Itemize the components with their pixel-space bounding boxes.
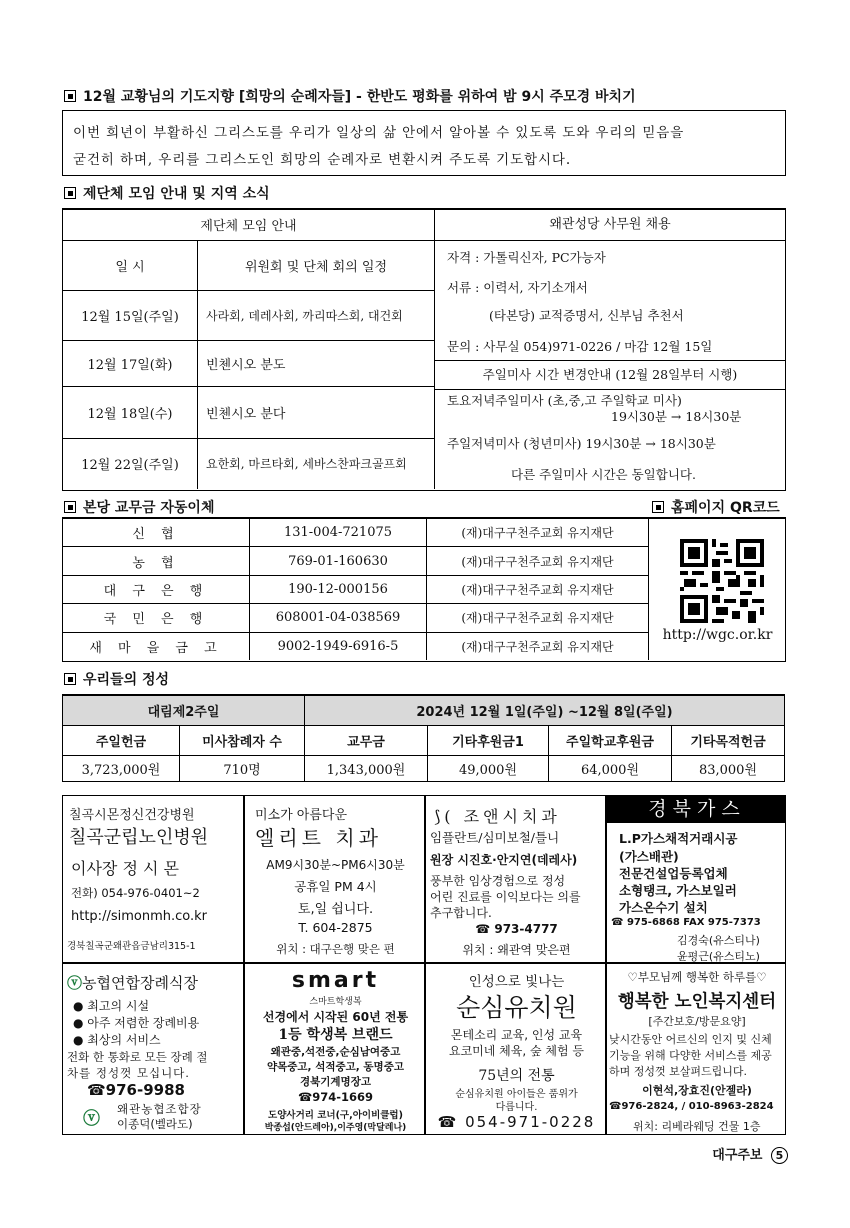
ad-text: 소형탱크, 가스보일러: [619, 883, 737, 898]
footer-text: 대구주보: [712, 1148, 763, 1163]
offering-value: 64,000원: [549, 755, 672, 781]
account-holder: (재)대구구천주교회 유지재단: [427, 575, 649, 603]
table-row: [63, 519, 649, 547]
prayer-line-2: 굳건히 하며, 우리를 그리스도인 희망의 순례자로 변환시켜 주도록 기도합시다.: [73, 152, 572, 168]
col-meeting-header: 위원회 및 단체 회의 일정: [198, 240, 435, 290]
account-holder: (재)대구구천주교회 유지재단: [427, 604, 649, 632]
prayer-line-1: 이번 희년이 부활하신 그리스도를 우리가 일상의 삶 안에서 알아볼 수 있도록 도와 우리의 믿음을: [73, 125, 685, 141]
square-bullet-icon: [64, 673, 76, 685]
transfer-table: [63, 519, 649, 660]
ad-text: 낮시간동안 어르신의 인지 및 신체: [609, 1033, 772, 1046]
bank-name: 대 구 은 행: [63, 575, 250, 603]
ad-text: ● 최상의 서비스: [73, 1033, 161, 1047]
ad-title: 행복한 노인복지센터: [617, 992, 777, 1012]
ad-happy-senior-center: [606, 963, 786, 1135]
bank-name: 농 협: [63, 547, 250, 575]
ad-text: 선경에서 시작된 60년 전통: [262, 1010, 409, 1024]
ad-text: 칠곡시몬정신건강병원: [69, 808, 195, 823]
offering-header: 교무금: [305, 725, 428, 755]
ad-text: 1등 학생복 브랜드: [278, 1027, 393, 1043]
job-line: (타본당) 교적증명서, 신부님 추천서: [489, 308, 684, 323]
ad-address: 위치 : 왜관역 맞은편: [462, 943, 571, 957]
meeting-groups: 요한회, 마르타회, 세바스찬파크골프회: [198, 438, 435, 489]
ad-joan-dental: [425, 795, 606, 963]
job-line: 자격 : 가톨릭신자, PC가능자: [447, 250, 606, 265]
prayer-box: [62, 110, 786, 176]
offering-header: 주일헌금: [63, 725, 180, 755]
mass-header: 주일미사 시간 변경안내 (12월 28일부터 시행): [435, 360, 785, 390]
ad-phone: ☎ 975-6868 FAX 975-7373: [611, 917, 761, 928]
mass-line: 다른 주일미사 시간은 동일합니다.: [511, 467, 696, 482]
offering-value: 49,000원: [428, 755, 549, 781]
ad-phone: ☎976-2824, / 010-8963-2824: [609, 1101, 774, 1112]
prayer-section-title: 12월 교황님의 기도지향 [희망의 순례자들] - 한반도 평화를 위하여 밤 9시 주모경 바치기: [64, 86, 636, 106]
offering-value: 83,000원: [672, 755, 785, 781]
table-row: [63, 632, 649, 660]
ad-phone: ☎ 973-4777: [475, 922, 558, 936]
ad-title: 엘리트 치과: [255, 826, 382, 850]
job-line: 서류 : 이력서, 자기소개서: [447, 280, 588, 295]
ad-text: ● 최고의 시설: [73, 999, 150, 1013]
ad-text: 원장 시진호·안지연(데레사): [430, 853, 578, 867]
ad-text: 몬테소리 교육, 인성 교육: [450, 1028, 583, 1042]
ad-text: L.P가스채적거래시공: [619, 831, 738, 846]
ad-text: 토,일 쉽니다.: [297, 902, 374, 917]
offering-period: 2024년 12월 1일(주일) ~12월 8일(주일): [305, 695, 785, 725]
table-row: [63, 290, 435, 340]
meeting-date: 12월 17일(화): [63, 340, 198, 386]
account-number: 190-12-000156: [250, 575, 427, 603]
ad-contact: 김경숙(유스티나): [677, 934, 760, 947]
ad-text: [주간보호/방문요양]: [648, 1015, 746, 1028]
ad-text: ● 아주 저렴한 장례비용: [73, 1016, 200, 1030]
square-bullet-icon: [64, 501, 76, 513]
meeting-table-header: 제단체 모임 안내: [63, 210, 435, 240]
offering-week: 대림제2주일: [63, 695, 305, 725]
meeting-groups: 사라회, 데레사회, 까리따스회, 대건회: [198, 290, 435, 340]
meeting-date: 12월 18일(수): [63, 386, 198, 438]
table-row: [63, 575, 649, 603]
ad-text: 가스온수기 설치: [619, 900, 708, 915]
nonghyup-logo-icon: ⓥ: [67, 974, 83, 992]
col-date-header: 일 시: [63, 240, 198, 290]
ad-phone: ☎ 054-971-0228: [437, 1113, 596, 1131]
meeting-table: [63, 210, 435, 489]
ad-text: 왜관중,석전중,순심남여중고: [270, 1046, 401, 1058]
account-holder: (재)대구구천주교회 유지재단: [427, 547, 649, 575]
ad-text: 어린 진료를 이익보다는 의를: [430, 890, 581, 904]
ad-text: 공휴일 PM 4시: [294, 879, 377, 894]
table-row: [63, 755, 785, 781]
ad-url[interactable]: http://simonmh.co.kr: [71, 909, 207, 924]
ad-text: 차를 정성껏 모십니다.: [67, 1066, 190, 1080]
ad-address: 위치: 리베라웨딩 건물 1층: [633, 1120, 761, 1133]
ad-address: 도양사거리 코너(구,아이비클럽): [268, 1110, 403, 1121]
qr-section-title: 홈페이지 QR코드: [652, 497, 780, 517]
ad-text: AM9시30분~PM6시30분: [266, 858, 405, 872]
offering-value: 1,343,000원: [305, 755, 428, 781]
meeting-groups: 빈첸시오 분다: [198, 386, 435, 438]
ad-text: 약목중고, 석적중고, 동명중고: [266, 1061, 404, 1073]
bank-name: 신 협: [63, 519, 250, 547]
meeting-groups: 빈첸시오 분도: [198, 340, 435, 386]
groups-section-title: 제단체 모임 안내 및 지역 소식: [64, 183, 270, 203]
account-number: 769-01-160630: [250, 547, 427, 575]
qr-code-icon[interactable]: [680, 539, 764, 623]
ad-nonghyup-funeral: [62, 963, 244, 1135]
ad-text: 전문건설업등록업체: [619, 866, 728, 881]
ad-logo: smart: [291, 968, 380, 993]
ad-text: 미소가 아름다운: [255, 808, 348, 823]
ad-simon-hospital: [62, 795, 244, 963]
mass-line: 주일저녁미사 (청년미사) 19시30분 → 18시30분: [447, 436, 716, 451]
account-number: 9002-1949-6916-5: [250, 632, 427, 660]
job-line: 문의 : 사무실 054)971-0226 / 마감 12월 15일: [447, 339, 713, 354]
offering-table: [62, 694, 785, 782]
ad-text: 풍부한 임상경험으로 정성: [430, 874, 566, 888]
ad-contact: 이종덕(벨라도): [117, 1117, 193, 1131]
table-row: [63, 438, 435, 489]
table-row: [63, 340, 435, 386]
offering-header: 미사참례자 수: [180, 725, 305, 755]
mass-line: 19시30분 → 18시30분: [611, 409, 742, 424]
ad-text: 이사장 정 시 몬: [71, 859, 179, 878]
offering-header: 기타후원금1: [428, 725, 549, 755]
offering-value: 710명: [180, 755, 305, 781]
ad-title: 경북가스: [607, 796, 786, 823]
ad-title: 농협연합장례식장: [82, 974, 198, 992]
ad-elite-dental: [244, 795, 425, 963]
account-holder: (재)대구구천주교회 유지재단: [427, 519, 649, 547]
account-number: 131-004-721075: [250, 519, 427, 547]
ad-title: 조앤시치과: [463, 807, 561, 826]
ad-title: 순심유치원: [456, 993, 577, 1022]
meeting-date: 12월 22일(주일): [63, 438, 198, 489]
offering-value: 3,723,000원: [63, 755, 180, 781]
ad-gyeongbuk-gas: [606, 795, 786, 963]
account-holder: (재)대구구천주교회 유지재단: [427, 632, 649, 660]
offering-section-title: 우리들의 정성: [64, 669, 169, 689]
ad-text: 추구합니다.: [430, 906, 492, 920]
page-footer: [712, 1144, 788, 1164]
ad-phone: ☎976-9988: [87, 1081, 185, 1099]
ad-text: 요코미네 체육, 숲 체험 등: [449, 1044, 584, 1058]
ad-text: 임플란트/심미보철/틀니: [430, 830, 560, 845]
ad-phone: T. 604-2875: [298, 920, 373, 935]
transfer-box: [62, 517, 786, 662]
table-row: [63, 547, 649, 575]
homepage-url[interactable]: http://wgc.or.kr: [662, 627, 773, 643]
job-header: 왜관성당 사무원 채용: [435, 210, 785, 241]
ad-text: 다릅니다.: [495, 1102, 538, 1113]
ad-text: 전화 한 통화로 모든 장례 절: [67, 1050, 208, 1064]
ad-text: (가스배관): [619, 849, 679, 864]
page-number: 5: [771, 1147, 788, 1164]
ad-sunsim-kindergarten: [425, 963, 606, 1135]
ad-contact: 이현석,장효진(안젤라): [642, 1084, 752, 1097]
ad-phone: ☎974-1669: [297, 1090, 374, 1104]
ad-text: 75년의 전통: [478, 1068, 555, 1084]
ad-address: 위치 : 대구은행 맞은 편: [276, 942, 395, 956]
groups-box: [62, 208, 786, 491]
transfer-section-title: 본당 교무금 자동이체: [64, 497, 214, 517]
ad-contact: 박종섭(안드레아),이주영(막달레나): [264, 1123, 407, 1133]
ad-text: 순심유치원 아이들은 품위가: [455, 1089, 578, 1100]
ad-text: 경북기계명장고: [299, 1076, 371, 1088]
ad-text: 하며 정성껏 보살펴드립니다.: [609, 1065, 748, 1078]
square-bullet-icon: [64, 187, 76, 199]
table-row: [63, 386, 435, 438]
table-row: [63, 604, 649, 632]
mass-line: 토요저녁주일미사 (초,중,고 주일학교 미사): [447, 393, 682, 408]
meeting-date: 12월 15일(주일): [63, 290, 198, 340]
ad-text: 스마트학생복: [309, 997, 362, 1007]
tooth-icon: ⟆(: [434, 807, 455, 826]
ad-text: 인성으로 빛나는: [468, 974, 565, 990]
ad-title: 칠곡군립노인병원: [69, 827, 209, 848]
ad-contact: 왜관농협조합장: [117, 1102, 202, 1116]
nonghyup-logo-icon: ⓥ: [83, 1109, 100, 1129]
ad-text: 기능을 위해 다양한 서비스를 제공: [609, 1049, 772, 1062]
bank-name: 국 민 은 행: [63, 604, 250, 632]
square-bullet-icon: [652, 501, 664, 513]
square-bullet-icon: [64, 90, 76, 102]
ad-text: ♡부모님께 행복한 하루를♡: [627, 970, 767, 984]
offering-header: 기타목적헌금: [672, 725, 785, 755]
ad-address: 경북칠곡군왜관읍금남리315-1: [67, 941, 196, 952]
offering-header: 주일학교후원금: [549, 725, 672, 755]
ad-smart-uniform: [244, 963, 425, 1135]
ad-phone: 전화) 054-976-0401~2: [71, 886, 200, 900]
bank-name: 새 마 을 금 고: [63, 632, 250, 660]
ad-contact: 윤평근(유스티노): [677, 950, 760, 963]
account-number: 608001-04-038569: [250, 604, 427, 632]
